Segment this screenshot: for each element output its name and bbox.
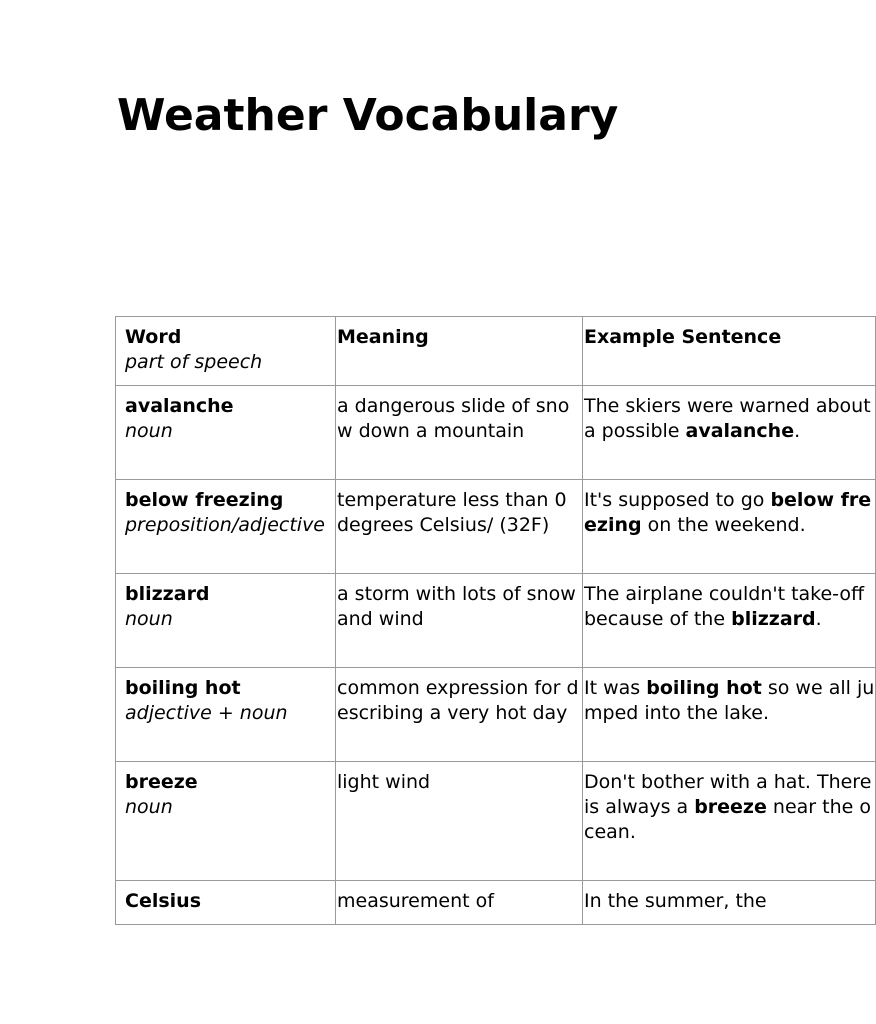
meaning-cell: light wind (336, 762, 583, 881)
vocab-word: avalanche (125, 395, 234, 417)
word-cell (116, 762, 336, 881)
meaning-cell: measurement of (336, 881, 583, 925)
example-text-end: near the ocean. (584, 796, 872, 843)
example-text-end: . (815, 608, 822, 630)
example-cell (583, 574, 876, 668)
example-text-end: . (794, 420, 801, 442)
example-text: The skiers were warned about a possible (584, 395, 871, 442)
table-header-row (116, 317, 876, 386)
vocab-word: Celsius (125, 890, 201, 912)
meaning-cell: a storm with lots of snow and wind (336, 574, 583, 668)
word-cell (116, 574, 336, 668)
example-cell (583, 668, 876, 762)
table-row (116, 762, 876, 881)
example-text: The airplane couldn't take-off because of the (584, 583, 865, 630)
example-highlight: boiling hot (646, 677, 762, 699)
example-cell (583, 386, 876, 480)
example-text: It was (584, 677, 647, 699)
example-cell (583, 480, 876, 574)
header-meaning: Meaning (337, 326, 429, 348)
meaning-cell: temperature less than 0 degrees Celsius/ (32F) (336, 480, 583, 574)
table-row (116, 668, 876, 762)
part-of-speech: noun (125, 608, 173, 630)
part-of-speech: preposition/adjective (125, 514, 326, 536)
header-example: Example Sentence (584, 326, 782, 348)
header-word-cell (116, 317, 336, 386)
part-of-speech: noun (125, 796, 173, 818)
vocab-word: boiling hot (125, 677, 241, 699)
table-row (116, 386, 876, 480)
example-cell (583, 762, 876, 881)
example-highlight: blizzard (731, 608, 816, 630)
part-of-speech: adjective + noun (125, 702, 288, 724)
example-cell (583, 881, 876, 925)
part-of-speech: noun (125, 420, 173, 442)
header-example-cell (583, 317, 876, 386)
example-text-end: on the weekend. (641, 514, 806, 536)
vocab-word: below freezing (125, 489, 284, 511)
example-text-end: so we all jumped into the lake. (584, 677, 875, 724)
example-highlight: below freezing (584, 489, 872, 536)
word-cell (116, 386, 336, 480)
table-row (116, 480, 876, 574)
vocab-word: blizzard (125, 583, 210, 605)
meaning-cell: a dangerous slide of snow down a mountain (336, 386, 583, 480)
vocabulary-table (115, 316, 876, 925)
word-cell (116, 668, 336, 762)
header-meaning-cell (336, 317, 583, 386)
vocab-word: breeze (125, 771, 198, 793)
word-cell (116, 480, 336, 574)
example-text: It's supposed to go (584, 489, 771, 511)
meaning-cell: common expression for describing a very hot day (336, 668, 583, 762)
page-title: Weather Vocabulary (117, 90, 619, 141)
header-part-of-speech: part of speech (125, 351, 263, 373)
example-text: Don't bother with a hat. There is always a (584, 771, 872, 818)
example-text: In the summer, the (584, 890, 767, 912)
example-highlight: avalanche (685, 420, 795, 442)
table-row (116, 574, 876, 668)
vocabulary-table-container (115, 316, 875, 926)
example-highlight: breeze (694, 796, 767, 818)
header-word: Word (125, 326, 182, 348)
word-cell (116, 881, 336, 925)
table-row (116, 881, 876, 925)
